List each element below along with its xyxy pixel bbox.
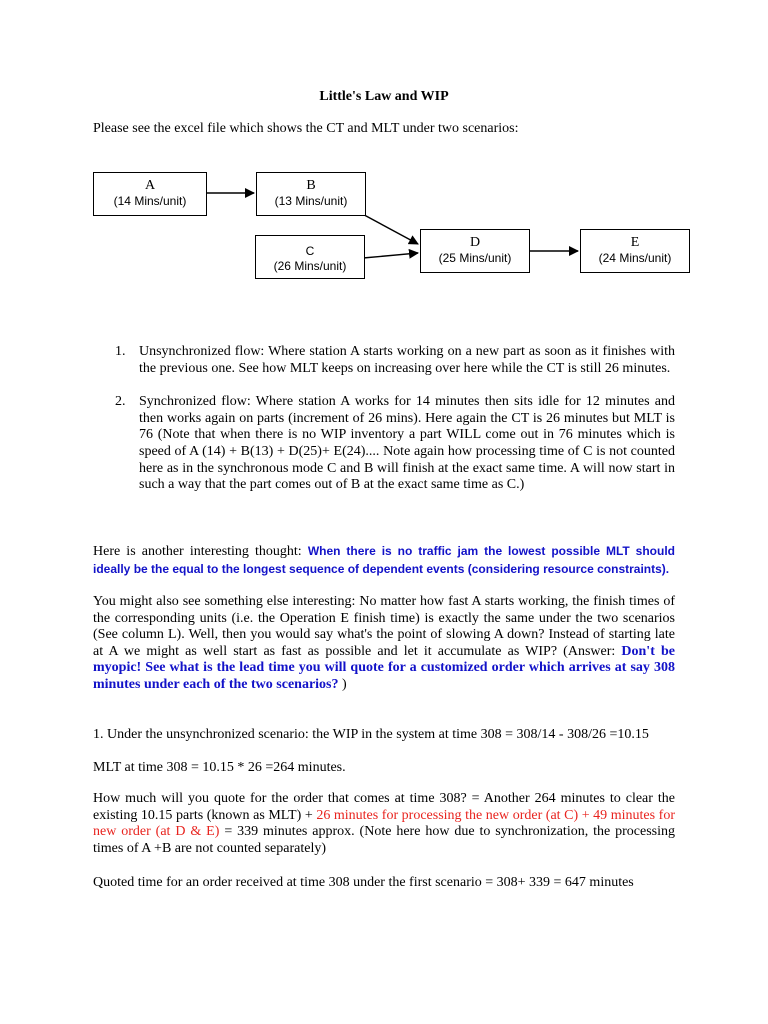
station-d-letter: D bbox=[469, 235, 481, 250]
quote-paragraph bbox=[93, 791, 675, 857]
station-b-letter: B bbox=[306, 178, 316, 193]
quoted-time-line: Quoted time for an order received at time 308 under the first scenario = 308+ 339 = 647 minutes bbox=[93, 875, 634, 890]
station-c-time: (26 Mins/unit) bbox=[273, 259, 347, 273]
list-item-text: Unsynchronized flow: Where station A starts working on a new part as soon as it finishes with the previous one. See how MLT keeps on increasing over here while the CT is still 26 minutes. bbox=[139, 344, 675, 376]
mlt-line: MLT at time 308 = 10.15 * 26 =264 minutes. bbox=[93, 760, 346, 775]
list-item-text: Synchronized flow: Where station A works for 14 minutes then sits idle for 12 minutes and then works again on parts (increment of 26 mins). Here again the CT is 26 minutes but MLT is 76 (Note that when there is no WIP inventory a part WILL come out in 76 minutes which is speed of A (14) + B(13) + D(25)+ E(24).... Note again how processing time of C is not counted here as in the synchronous mode C and B will finish at the exact same time. A will now start in such a way that the part comes out of B at the exact same time as C.) bbox=[139, 394, 675, 493]
station-e-letter: E bbox=[630, 235, 640, 250]
thought-highlight: When there is no traffic jam the lowest possible MLT should ideally be the equal to the longest sequence of dependent events (considering resource constraints). bbox=[93, 544, 675, 576]
station-d-box bbox=[420, 229, 530, 273]
station-e-time: (24 Mins/unit) bbox=[598, 251, 672, 265]
list-item bbox=[93, 394, 675, 494]
quote-lead: How much will you quote for the order that comes at time 308? = Another 264 minutes to clear the existing 10.15 parts (known as MLT) + bbox=[93, 791, 675, 823]
station-e-box bbox=[580, 229, 690, 273]
thought-lead: Here is another interesting thought: bbox=[93, 544, 308, 559]
station-b-box bbox=[256, 172, 366, 216]
scenario-list bbox=[93, 344, 675, 494]
quote-tail: = 339 minutes approx. (Note here how due to synchronization, the processing times of A +B are not counted separately) bbox=[93, 824, 676, 856]
unsync-paragraph: 1. Under the unsynchronized scenario: the WIP in the system at time 308 = 308/14 - 308/26 =10.15 bbox=[93, 727, 649, 742]
station-d-time: (25 Mins/unit) bbox=[438, 251, 512, 265]
intro-paragraph: Please see the excel file which shows the CT and MLT under two scenarios: bbox=[93, 121, 519, 136]
arrow-c-to-d bbox=[363, 253, 418, 258]
myopic-close: ) bbox=[338, 676, 347, 692]
list-item-number: 1. bbox=[115, 344, 126, 359]
station-a-time: (14 Mins/unit) bbox=[113, 194, 187, 208]
myopic-paragraph bbox=[93, 594, 675, 694]
list-item-number: 2. bbox=[115, 394, 126, 410]
station-b-time: (13 Mins/unit) bbox=[274, 194, 348, 208]
myopic-answer: Don't be myopic! See what is the lead time you will quote for a customized order which arrives at say 308 minutes under each of the two scenarios? bbox=[93, 643, 675, 692]
station-c-box bbox=[255, 235, 365, 279]
station-a-box bbox=[93, 172, 207, 216]
page-title: Little's Law and WIP bbox=[319, 89, 449, 104]
list-item bbox=[93, 344, 675, 377]
station-c-letter: C bbox=[305, 244, 315, 258]
thought-paragraph bbox=[93, 543, 675, 578]
myopic-text: You might also see something else interesting: No matter how fast A starts working, the finish times of the corresponding units (i.e. the Operation E finish time) is exactly the same under the two scenarios (See column L). Well, then you would say what's the point of slowing A down? Instead of starting late at A we might as well start as fast as possible and let it accumulate as WIP? (Answer: bbox=[93, 594, 675, 659]
quote-red-text: 26 minutes for processing the new order (at C) + 49 minutes for new order (at D & E) bbox=[93, 807, 675, 840]
station-a-letter: A bbox=[144, 178, 156, 193]
